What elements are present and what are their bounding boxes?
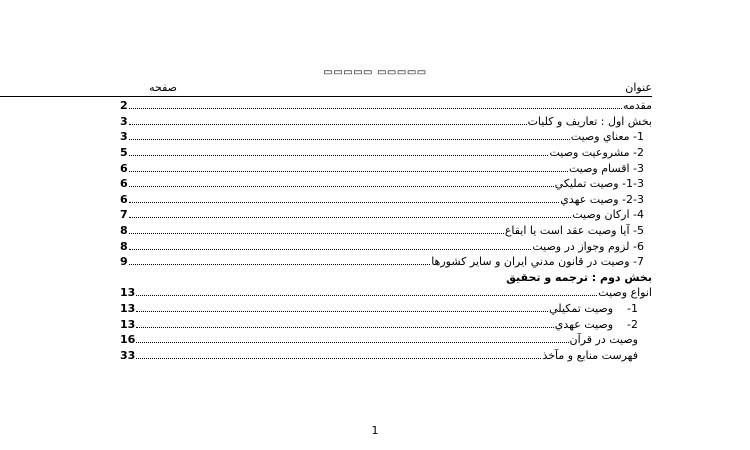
toc-entry-title: 6- لزوم وجواز در وصيت: [532, 239, 644, 253]
toc-entry: [120, 129, 652, 145]
toc-entry: [120, 223, 652, 239]
toc-dot-leader: [129, 108, 622, 109]
toc-dot-leader: [129, 155, 549, 156]
toc-entry-page: 6: [120, 161, 128, 175]
toc-entry: [120, 98, 652, 114]
toc-dot-leader: [129, 139, 570, 140]
toc-entry: [120, 114, 652, 130]
toc-dot-leader: [129, 171, 568, 172]
toc-dot-leader: [129, 124, 527, 125]
toc-dot-leader: [129, 249, 532, 250]
toc-entry: [120, 301, 652, 317]
toc-entry-title: بخش اول : تعاريف و كليات: [527, 114, 652, 128]
toc-entry-page: 2: [120, 99, 128, 113]
toc-entry: [120, 145, 652, 161]
toc-entry-page: 9: [120, 255, 128, 269]
toc-entry-title: فهرست منابع و مآخذ: [542, 348, 638, 362]
toc-entry-page: 5: [120, 146, 128, 160]
toc-entry-page: 13: [120, 317, 136, 331]
toc-entry-page: 3: [120, 130, 128, 144]
toc-header-title-label: عنوان: [625, 81, 652, 94]
toc-entry-page: 3: [120, 114, 128, 128]
toc-entry-title: مقدمه: [622, 99, 652, 113]
toc-entry-page: 13: [120, 302, 136, 316]
toc-entry-title: 2- مشروعيت وصيت: [549, 146, 644, 160]
toc-entry-page: 33: [120, 348, 136, 362]
toc-entry: [120, 238, 652, 254]
toc-dot-leader: [129, 264, 431, 265]
table-of-contents: [120, 98, 652, 363]
toc-entry-page: 13: [120, 286, 136, 300]
toc-entry-title: 2-3- وصيت عهدي: [560, 192, 644, 206]
toc-entry-page: 7: [120, 208, 128, 222]
toc-dot-leader: [136, 358, 541, 359]
toc-entry: [120, 254, 652, 270]
toc-dot-leader: [129, 202, 560, 203]
toc-header-page-label: صفحه: [149, 81, 177, 94]
toc-entry-page: 8: [120, 239, 128, 253]
toc-entry-title: 2- وصيت عهدي: [554, 317, 638, 331]
toc-entry: [120, 160, 652, 176]
toc-dot-leader: [136, 327, 553, 328]
toc-entry: [120, 207, 652, 223]
toc-entry: [120, 176, 652, 192]
toc-entry-page: 6: [120, 192, 128, 206]
toc-entry-page: 16: [120, 333, 136, 347]
toc-entry-title: 1- وصيت تمكيلي: [549, 302, 638, 316]
toc-entry: [120, 192, 652, 208]
toc-dot-leader: [129, 233, 504, 234]
toc-entry-title: 4- اركان وصيت: [572, 208, 644, 222]
toc-entry-title: 1- معناي وصيت: [570, 130, 644, 144]
toc-dot-leader: [136, 295, 597, 296]
footer-page-number: 1: [371, 424, 379, 437]
toc-entry-title: بخش دوم : ترجمه و تحقيق: [506, 270, 652, 284]
toc-dot-leader: [136, 311, 548, 312]
toc-entry-title: 7- وصيت در قانون مدني ايران و ساير كشورها: [431, 255, 644, 269]
toc-entry: [120, 348, 652, 364]
toc-entry: [120, 316, 652, 332]
toc-entry-page: 8: [120, 224, 128, 238]
toc-entry-title: 3- اقسام وصيت: [568, 161, 644, 175]
toc-dot-leader: [136, 342, 568, 343]
toc-entry: [120, 285, 652, 301]
toc-entry-title: 5- آيا وصيت عقد است يا ايقاع: [504, 224, 644, 238]
toc-entry-page: 6: [120, 177, 128, 191]
toc-dot-leader: [129, 186, 554, 187]
toc-entry-title: 1-3- وصيت تمليكي: [554, 177, 644, 191]
toc-entry-title: وصيت در قرآن: [569, 333, 638, 347]
toc-entry: [120, 332, 652, 348]
toc-dot-leader: [129, 217, 572, 218]
toc-entry-title: انواع وصيت: [598, 286, 652, 300]
toc-header: [0, 80, 652, 97]
document-title: ▭▭▭▭▭ ▭▭▭▭▭: [323, 67, 427, 78]
toc-section-heading: [120, 270, 652, 286]
